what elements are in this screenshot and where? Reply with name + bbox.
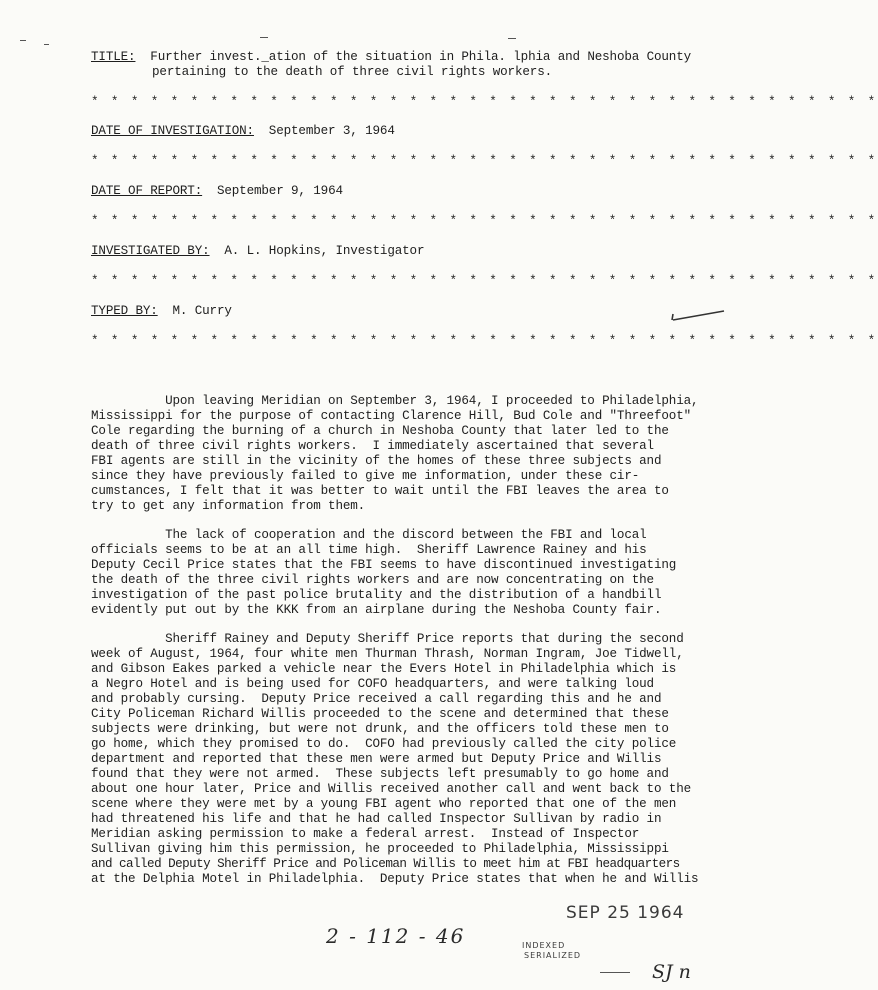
date-of-investigation-value: September 3, 1964 — [268, 124, 395, 138]
text-line: department and reported that these men were armed but Deputy Price and Willis — [91, 752, 662, 766]
scan-speck — [260, 37, 268, 38]
text-line: Deputy Cecil Price states that the FBI seems to have discontinued investigating — [91, 558, 677, 572]
separator: * * * * * * * * * * * * * * * * * * * * * * * * * * * * * * * * * * * * * * * * — [91, 95, 878, 109]
scan-speck — [44, 44, 49, 45]
text-line: officials seems to be at an all time high. Sheriff Lawrence Rainey and his — [91, 543, 647, 557]
separator: * * * * * * * * * * * * * * * * * * * * * * * * * * * * * * * * * * * * * * * * — [91, 154, 878, 168]
text-line: FBI agents are still in the vicinity of the homes of these three subjects and — [91, 454, 662, 468]
typed-by — [91, 304, 232, 319]
date-of-report-value: September 9, 1964 — [216, 184, 343, 198]
date-of-investigation-label: DATE OF INVESTIGATION: — [91, 124, 254, 138]
serialized-stamp: SERIALIZED — [524, 951, 582, 960]
handwritten-initials: SJ n — [652, 961, 691, 983]
title-line-2: pertaining to the death of three civil rights workers. — [152, 65, 553, 79]
text-line: and Gibson Eakes parked a vehicle near the Evers Hotel in Philadelphia which is — [91, 662, 677, 676]
investigated-by-value: A. L. Hopkins, Investigator — [224, 244, 425, 258]
date-of-investigation — [91, 124, 395, 139]
separator: * * * * * * * * * * * * * * * * * * * * * * * * * * * * * * * * * * * * * * * * — [91, 334, 878, 348]
typed-by-label: TYPED BY: — [91, 304, 158, 318]
scan-speck — [20, 40, 26, 41]
scan-speck — [600, 972, 630, 973]
date-of-report — [91, 184, 343, 199]
text-line: week of August, 1964, four white men Thurman Thrash, Norman Ingram, Joe Tidwell, — [91, 647, 684, 661]
text-line: had threatened his life and that he had called Inspector Sullivan by radio in — [91, 812, 662, 826]
text-line: cumstances, I felt that it was better to wait until the FBI leaves the area to — [91, 484, 669, 498]
text-line: about one hour later, Price and Willis received another call and went back to the — [91, 782, 692, 796]
text-line: and called Deputy Sheriff Price and Policeman Willis to meet him at FBI headquarters — [91, 857, 680, 871]
text-line: since they have previously failed to give me information, under these cir- — [91, 469, 640, 483]
text-line: death of three civil rights workers. I immediately ascertained that several — [91, 439, 654, 453]
text-line: Upon leaving Meridian on September 3, 1964, I proceeded to Philadelphia, — [91, 394, 699, 408]
separator: * * * * * * * * * * * * * * * * * * * * * * * * * * * * * * * * * * * * * * * * — [91, 214, 878, 228]
handwritten-file-number: 2 - 112 - 46 — [326, 924, 466, 948]
text-line: found that they were not armed. These subjects left presumably to go home and — [91, 767, 669, 781]
text-line: at the Delphia Motel in Philadelphia. Deputy Price states that when he and Willis — [91, 872, 699, 886]
text-line: try to get any information from them. — [91, 499, 366, 513]
text-line: scene where they were met by a young FBI agent who reported that one of the men — [91, 797, 677, 811]
investigated-by — [91, 244, 424, 259]
text-line: City Policeman Richard Willis proceeded to the scene and determined that these — [91, 707, 669, 721]
title-block — [91, 50, 691, 65]
typed-by-value: M. Curry — [172, 304, 232, 318]
indexed-stamp: INDEXED — [522, 941, 566, 950]
text-line: a Negro Hotel and is being used for COFO headquarters, and were talking loud — [91, 677, 654, 691]
date-of-report-label: DATE OF REPORT: — [91, 184, 203, 198]
text-line: and probably cursing. Deputy Price received a call regarding this and he and — [91, 692, 662, 706]
text-line: investigation of the past police brutality and the distribution of a handbill — [91, 588, 662, 602]
investigated-by-label: INVESTIGATED BY: — [91, 244, 210, 258]
text-line: Cole regarding the burning of a church in Neshoba County that later led to the — [91, 424, 669, 438]
text-line: Meridian asking permission to make a federal arrest. Instead of Inspector — [91, 827, 640, 841]
text-line: Sheriff Rainey and Deputy Sheriff Price reports that during the second — [91, 632, 684, 646]
text-line: evidently put out by the KKK from an airplane during the Neshoba County fair. — [91, 603, 662, 617]
text-line: go home, which they promised to do. COFO had previously called the city police — [91, 737, 677, 751]
text-line: the death of the three civil rights workers and are now concentrating on the — [91, 573, 654, 587]
title-line-1: Further invest._ation of the situation in Phila. lphia and Neshoba County — [150, 50, 692, 64]
text-line: The lack of cooperation and the discord between the FBI and local — [91, 528, 647, 542]
received-date-stamp: SEP 25 1964 — [566, 903, 685, 923]
title-label: TITLE: — [91, 50, 136, 64]
separator: * * * * * * * * * * * * * * * * * * * * * * * * * * * * * * * * * * * * * * * * — [91, 274, 878, 288]
text-line: Mississippi for the purpose of contacting Clarence Hill, Bud Cole and "Threefoot" — [91, 409, 692, 423]
text-line: subjects were drinking, but were not drunk, and the officers told these men to — [91, 722, 669, 736]
scan-speck — [508, 38, 516, 39]
text-line: Sullivan giving him this permission, he proceeded to Philadelphia, Mississippi — [91, 842, 669, 856]
checkmark-mark — [668, 306, 728, 324]
